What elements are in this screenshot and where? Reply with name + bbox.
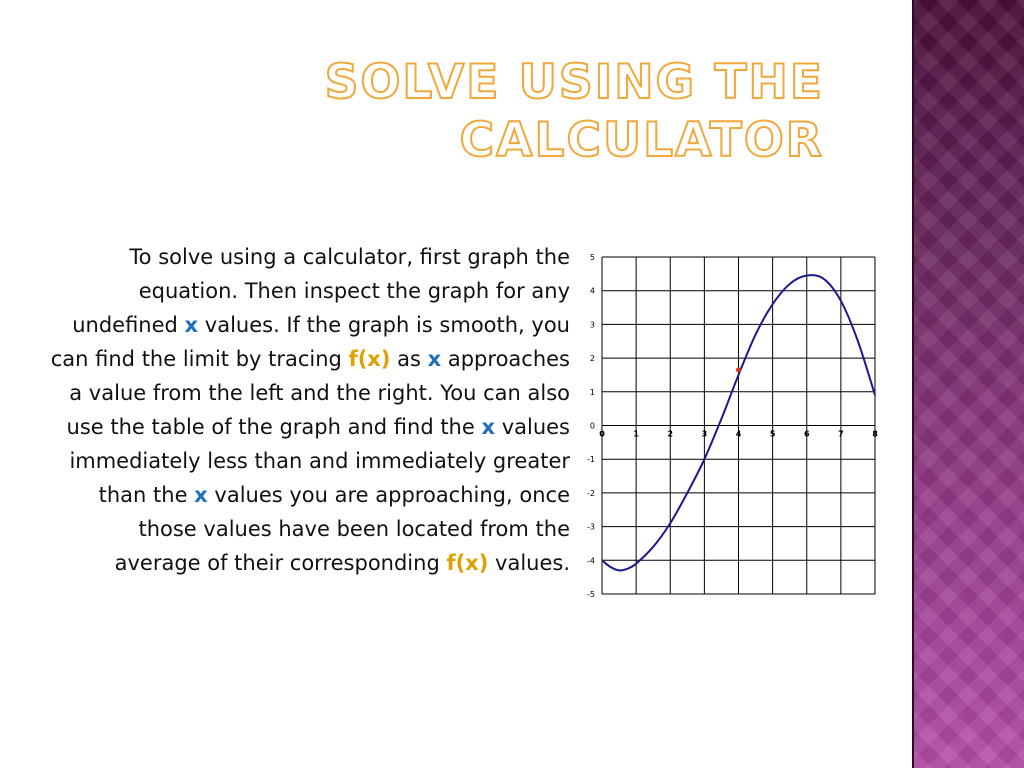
y-tick-labels <box>587 253 595 599</box>
y-tick-label: 0 <box>589 421 595 431</box>
y-tick-label: -2 <box>587 488 595 498</box>
variable-x-text: x <box>184 313 199 337</box>
function-fx-text: f(x) <box>348 347 391 371</box>
title-line-2: CALCULATOR <box>459 113 824 168</box>
y-tick-label: -3 <box>587 522 595 532</box>
variable-x-text: x <box>427 347 442 371</box>
x-tick-label: 8 <box>872 429 878 439</box>
y-tick-label: 4 <box>589 286 595 296</box>
function-fx-text: f(x) <box>446 551 489 575</box>
paragraph-text: To solve using a calculator, first graph the equation. Then inspect the graph for any undefined <box>72 245 570 337</box>
paragraph-text: values. <box>488 551 570 575</box>
x-tick-label: 1 <box>633 429 639 439</box>
title-line-1: SOLVE USING THE <box>324 55 824 110</box>
paragraph-text: values immediately less than and immediately greater than the <box>69 415 570 507</box>
x-tick-labels <box>599 430 878 439</box>
body-paragraph <box>50 240 570 580</box>
paragraph-text: as <box>390 347 428 371</box>
slide-title <box>224 54 824 170</box>
variable-x-text: x <box>194 483 208 507</box>
y-tick-label: 1 <box>589 387 595 397</box>
decorative-side-band <box>912 0 1024 768</box>
y-tick-label: 3 <box>589 320 595 330</box>
y-tick-label: 5 <box>589 253 595 262</box>
paragraph-text: values. If the graph is smooth, you can find the limit by tracing <box>50 313 570 371</box>
function-graph <box>580 248 880 600</box>
x-tick-label: 7 <box>838 429 844 439</box>
x-tick-label: 0 <box>599 429 605 439</box>
x-tick-label: 2 <box>667 429 674 439</box>
x-tick-label: 4 <box>735 429 742 439</box>
x-tick-label: 3 <box>701 429 708 439</box>
y-tick-label: -4 <box>587 556 595 566</box>
x-tick-label: 5 <box>769 429 776 439</box>
variable-x-text: x <box>481 415 496 439</box>
side-band-edge <box>912 0 914 768</box>
y-tick-label: -5 <box>587 590 595 599</box>
highlight-point <box>736 367 741 372</box>
paragraph-text: approaches a value from the left and the right. You can also use the table of the graph and find the <box>66 347 570 439</box>
paragraph-text: values you are approaching, once those values have been located from the average of their corresponding <box>114 483 570 575</box>
chart-grid <box>602 257 875 594</box>
y-tick-label: -1 <box>587 455 595 465</box>
x-tick-label: 6 <box>803 429 810 439</box>
y-tick-label: 2 <box>589 354 595 364</box>
